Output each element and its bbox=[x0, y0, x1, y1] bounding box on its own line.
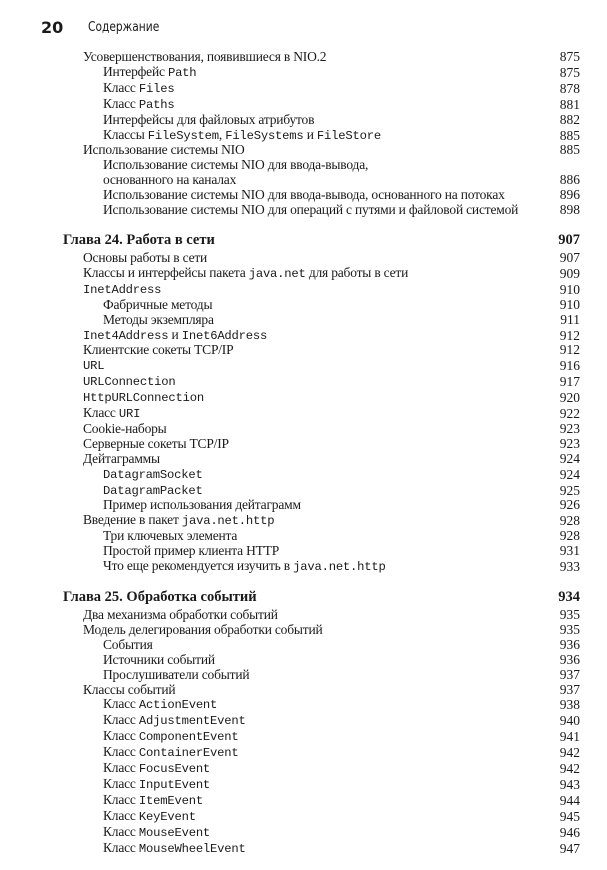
code-term: ItemEvent bbox=[138, 793, 203, 808]
entry-page-number: 910 bbox=[559, 296, 580, 312]
entry-title bbox=[103, 653, 215, 668]
entry-title bbox=[103, 158, 368, 188]
code-term: MouseEvent bbox=[138, 825, 211, 840]
entry-title bbox=[103, 777, 210, 793]
entry-text: Классы и интерфейсы пакета bbox=[83, 264, 249, 280]
entry-text: Основы работы в сети bbox=[83, 249, 208, 265]
toc-entry[interactable] bbox=[63, 328, 580, 344]
code-term: Inet4Address bbox=[83, 328, 169, 343]
entry-text: Использование системы NIO для ввода-вывода, bbox=[103, 157, 369, 173]
entry-page-number: 886 bbox=[559, 172, 580, 188]
entry-title bbox=[83, 328, 267, 344]
code-term: AdjustmentEvent bbox=[138, 714, 246, 729]
toc-section bbox=[63, 50, 580, 218]
toc-entry[interactable] bbox=[63, 825, 580, 841]
entry-text: и bbox=[303, 126, 317, 142]
toc-entry[interactable] bbox=[63, 793, 580, 809]
entry-text: Модель делегирования обработки событий bbox=[83, 621, 323, 637]
toc-entry[interactable] bbox=[63, 683, 580, 698]
entry-text: Серверные сокеты TCP/IP bbox=[83, 435, 229, 451]
chapter-heading[interactable] bbox=[63, 232, 580, 249]
code-term: MouseWheelEvent bbox=[138, 841, 246, 856]
toc-entry[interactable] bbox=[63, 143, 580, 158]
toc-entry[interactable] bbox=[63, 713, 580, 729]
entry-text: Класс bbox=[83, 405, 119, 421]
chapter-title: Глава 24. Работа в сети bbox=[63, 231, 215, 248]
entry-title bbox=[103, 638, 153, 653]
entry-title bbox=[83, 390, 204, 406]
toc-entry[interactable] bbox=[63, 298, 580, 313]
code-term: Files bbox=[138, 81, 175, 96]
code-term: DatagramPacket bbox=[103, 483, 203, 498]
code-term: ActionEvent bbox=[138, 698, 218, 713]
entry-page-number: 941 bbox=[559, 729, 580, 745]
page-number: 20 bbox=[41, 18, 64, 37]
entry-text: Дейтаграммы bbox=[83, 450, 160, 466]
entry-text: основанного на каналах bbox=[103, 172, 237, 188]
entry-text: Три ключевых элемента bbox=[103, 528, 238, 544]
entry-page-number: 944 bbox=[559, 792, 580, 808]
entry-page-number: 928 bbox=[559, 513, 580, 529]
entry-page-number: 943 bbox=[559, 776, 580, 792]
entry-text: Класс bbox=[103, 775, 139, 791]
entry-page-number: 885 bbox=[559, 127, 580, 143]
entry-page-number: 923 bbox=[559, 420, 580, 436]
entry-title bbox=[83, 608, 278, 623]
entry-page-number: 911 bbox=[560, 311, 580, 327]
entry-page-number: 898 bbox=[559, 202, 580, 218]
toc-entry[interactable] bbox=[63, 282, 580, 298]
toc-entry[interactable] bbox=[63, 266, 580, 282]
code-term: URLConnection bbox=[83, 375, 176, 390]
entry-text: Класс bbox=[103, 823, 139, 839]
entry-page-number: 916 bbox=[559, 358, 580, 374]
toc-entry[interactable] bbox=[63, 128, 580, 144]
toc-entry[interactable] bbox=[63, 729, 580, 745]
toc-section bbox=[63, 232, 580, 575]
toc-entry[interactable] bbox=[63, 483, 580, 499]
toc-entry[interactable] bbox=[63, 437, 580, 452]
code-term: URL bbox=[83, 359, 105, 374]
entry-text: Класс bbox=[103, 839, 139, 855]
entry-text: Класс bbox=[103, 760, 139, 776]
entry-text: Фабричные методы bbox=[103, 296, 213, 312]
entry-text: Прослушиватели событий bbox=[103, 666, 250, 682]
entry-page-number: 935 bbox=[559, 621, 580, 637]
entry-page-number: 942 bbox=[559, 761, 580, 777]
entry-text: Класс bbox=[103, 728, 139, 744]
entry-text: Использование системы NIO для ввода-вывода, основанного на потоках bbox=[103, 187, 505, 203]
code-term: KeyEvent bbox=[138, 809, 196, 824]
code-term: FileSystems bbox=[225, 128, 304, 143]
entry-page-number: 922 bbox=[559, 406, 580, 422]
entry-page-number: 938 bbox=[559, 697, 580, 713]
entry-title bbox=[103, 313, 214, 328]
entry-page-number: 946 bbox=[559, 824, 580, 840]
entry-title bbox=[83, 683, 175, 698]
toc-entry[interactable] bbox=[63, 841, 580, 857]
entry-text: и bbox=[168, 326, 182, 342]
toc-entry[interactable] bbox=[63, 50, 580, 65]
entry-page-number: 924 bbox=[559, 466, 580, 482]
toc-entry[interactable] bbox=[63, 374, 580, 390]
code-term: URI bbox=[118, 407, 141, 422]
toc-entry[interactable] bbox=[63, 513, 580, 529]
entry-page-number: 917 bbox=[559, 374, 580, 390]
entry-title bbox=[103, 529, 237, 544]
entry-text: Использование системы NIO bbox=[83, 142, 245, 158]
code-term: InetAddress bbox=[83, 282, 162, 297]
entry-title bbox=[103, 713, 246, 729]
entry-title bbox=[83, 50, 326, 65]
entry-page-number: 936 bbox=[559, 651, 580, 667]
toc-entry[interactable] bbox=[63, 623, 580, 638]
entry-page-number: 925 bbox=[559, 482, 580, 498]
toc-entry[interactable] bbox=[63, 188, 580, 203]
entry-page-number: 945 bbox=[559, 808, 580, 824]
entry-page-number: 926 bbox=[559, 497, 580, 513]
chapter-heading[interactable] bbox=[63, 589, 580, 606]
code-term: FocusEvent bbox=[138, 762, 211, 777]
toc-entry[interactable] bbox=[63, 358, 580, 374]
entry-text: Пример использования дейтаграмм bbox=[103, 497, 301, 513]
toc-entry[interactable] bbox=[63, 745, 580, 761]
entry-page-number: 881 bbox=[559, 96, 580, 112]
entry-page-number: 907 bbox=[559, 249, 580, 265]
entry-title bbox=[83, 513, 274, 529]
entry-text: События bbox=[103, 636, 153, 652]
toc-section bbox=[63, 589, 580, 857]
toc-entry[interactable] bbox=[63, 544, 580, 559]
entry-title bbox=[103, 745, 239, 761]
toc-entry[interactable] bbox=[63, 608, 580, 623]
toc-entry[interactable] bbox=[63, 81, 580, 97]
entry-page-number: 928 bbox=[559, 528, 580, 544]
entry-title bbox=[103, 128, 381, 144]
code-term: ComponentEvent bbox=[138, 730, 239, 745]
toc-entry[interactable] bbox=[63, 452, 580, 467]
entry-title bbox=[83, 251, 207, 266]
table-of-contents bbox=[63, 50, 580, 857]
toc-entry[interactable] bbox=[63, 809, 580, 825]
entry-page-number: 910 bbox=[559, 281, 580, 297]
toc-entry[interactable] bbox=[63, 313, 580, 328]
entry-page-number: 933 bbox=[559, 559, 580, 575]
entry-text: для работы в сети bbox=[305, 264, 409, 280]
entry-page-number: 912 bbox=[559, 327, 580, 343]
toc-entry[interactable] bbox=[63, 467, 580, 483]
entry-page-number: 909 bbox=[559, 265, 580, 281]
entry-title bbox=[103, 188, 505, 203]
entry-title bbox=[103, 809, 196, 825]
entry-page-number: 882 bbox=[559, 111, 580, 127]
entry-text: Класс bbox=[103, 791, 139, 807]
code-term: Path bbox=[167, 65, 197, 80]
entry-text: Усовершенствования, появившиеся в NIO.2 bbox=[83, 49, 327, 64]
entry-text: Клиентские сокеты TCP/IP bbox=[83, 342, 234, 358]
entry-page-number: 912 bbox=[559, 342, 580, 358]
entry-text: Класс bbox=[103, 712, 139, 728]
entry-text: Класс bbox=[103, 95, 139, 111]
entry-title bbox=[83, 358, 104, 374]
entry-title bbox=[83, 422, 167, 437]
entry-title bbox=[103, 203, 518, 218]
toc-entry[interactable] bbox=[63, 653, 580, 668]
entry-page-number: 935 bbox=[559, 607, 580, 622]
entry-page-number: 875 bbox=[559, 49, 580, 64]
code-term: java.net bbox=[248, 266, 306, 281]
entry-page-number: 931 bbox=[559, 543, 580, 559]
entry-title bbox=[83, 374, 175, 390]
entry-title bbox=[103, 544, 279, 559]
entry-text: Интерфейсы для файловых атрибутов bbox=[103, 111, 315, 127]
entry-text: Введение в пакет bbox=[83, 512, 182, 528]
code-term: Paths bbox=[138, 97, 175, 112]
entry-title bbox=[103, 113, 314, 128]
toc-entry[interactable] bbox=[63, 529, 580, 544]
entry-title bbox=[103, 467, 203, 483]
toc-entry[interactable] bbox=[63, 97, 580, 113]
entry-title bbox=[103, 668, 249, 683]
toc-entry[interactable] bbox=[63, 390, 580, 406]
entry-title bbox=[83, 452, 160, 467]
toc-entry[interactable] bbox=[63, 113, 580, 128]
entry-text: Методы экземпляра bbox=[103, 311, 214, 327]
entry-title bbox=[103, 483, 203, 499]
entry-text: Класс bbox=[103, 696, 139, 712]
entry-title bbox=[103, 498, 301, 513]
entry-title bbox=[103, 825, 210, 841]
entry-title bbox=[103, 298, 212, 313]
entry-title bbox=[83, 143, 245, 158]
code-term: FileStore bbox=[316, 128, 381, 143]
entry-title bbox=[103, 97, 174, 113]
entry-text: Использование системы NIO для операций с путями и файловой системой bbox=[103, 202, 519, 218]
entry-title bbox=[83, 282, 161, 298]
entry-title bbox=[103, 761, 210, 777]
entry-page-number: 923 bbox=[559, 435, 580, 451]
entry-page-number: 936 bbox=[559, 636, 580, 652]
entry-text: Классы событий bbox=[83, 681, 176, 697]
entry-page-number: 875 bbox=[559, 64, 580, 80]
chapter-page-number: 934 bbox=[558, 589, 580, 605]
toc-entry[interactable] bbox=[63, 158, 580, 188]
code-term: java.net.http bbox=[181, 514, 275, 529]
entry-text: Класс bbox=[103, 79, 139, 95]
running-header-title: Содержание bbox=[88, 20, 160, 35]
entry-page-number: 937 bbox=[559, 666, 580, 682]
entry-text: Источники событий bbox=[103, 651, 215, 667]
code-term: java.net.http bbox=[293, 560, 386, 575]
entry-text: Интерфейс bbox=[103, 63, 168, 79]
entry-text: Что еще рекомендуется изучить в bbox=[103, 558, 294, 574]
entry-text: Классы bbox=[103, 126, 148, 142]
entry-title bbox=[83, 343, 233, 358]
entry-title bbox=[103, 697, 217, 713]
toc-entry[interactable] bbox=[63, 343, 580, 358]
code-term: Inet6Address bbox=[181, 328, 268, 343]
entry-page-number: 942 bbox=[559, 745, 580, 761]
toc-entry[interactable] bbox=[63, 559, 580, 575]
entry-text: , bbox=[218, 126, 226, 142]
toc-entry[interactable] bbox=[63, 422, 580, 437]
entry-title bbox=[103, 793, 203, 809]
entry-text: Два механизма обработки событий bbox=[83, 607, 278, 622]
toc-entry[interactable] bbox=[63, 638, 580, 653]
entry-page-number: 947 bbox=[559, 840, 580, 856]
entry-page-number: 896 bbox=[559, 187, 580, 203]
code-term: HttpURLConnection bbox=[83, 391, 204, 406]
entry-page-number: 920 bbox=[559, 390, 580, 406]
entry-page-number: 924 bbox=[559, 450, 580, 466]
toc-entry[interactable] bbox=[63, 761, 580, 777]
code-term: FileSystem bbox=[147, 128, 219, 143]
toc-entry[interactable] bbox=[63, 406, 580, 422]
toc-entry[interactable] bbox=[63, 498, 580, 513]
chapter-title: Глава 25. Обработка событий bbox=[63, 589, 257, 605]
toc-entry[interactable] bbox=[63, 697, 580, 713]
entry-title bbox=[103, 559, 386, 575]
toc-entry[interactable] bbox=[63, 251, 580, 266]
entry-text: Cookie-наборы bbox=[83, 420, 167, 436]
entry-title bbox=[103, 81, 174, 97]
entry-page-number: 878 bbox=[559, 80, 580, 96]
entry-page-number: 885 bbox=[559, 142, 580, 158]
entry-title bbox=[103, 65, 196, 81]
entry-text: Класс bbox=[103, 807, 139, 823]
entry-text: Класс bbox=[103, 744, 139, 760]
chapter-page-number: 907 bbox=[558, 231, 580, 248]
toc-entry[interactable] bbox=[63, 777, 580, 793]
code-term: InputEvent bbox=[138, 777, 211, 792]
entry-title bbox=[103, 841, 246, 857]
toc-entry[interactable] bbox=[63, 203, 580, 218]
entry-title bbox=[83, 406, 140, 422]
toc-entry[interactable] bbox=[63, 668, 580, 683]
code-term: DatagramSocket bbox=[103, 467, 203, 482]
entry-text: Простой пример клиента HTTP bbox=[103, 543, 280, 559]
toc-entry[interactable] bbox=[63, 65, 580, 81]
entry-title bbox=[83, 437, 229, 452]
entry-page-number: 937 bbox=[559, 681, 580, 697]
entry-title bbox=[103, 729, 239, 745]
entry-title bbox=[83, 623, 323, 638]
code-term: ContainerEvent bbox=[138, 746, 239, 761]
entry-title bbox=[83, 266, 408, 282]
entry-page-number: 940 bbox=[559, 713, 580, 729]
